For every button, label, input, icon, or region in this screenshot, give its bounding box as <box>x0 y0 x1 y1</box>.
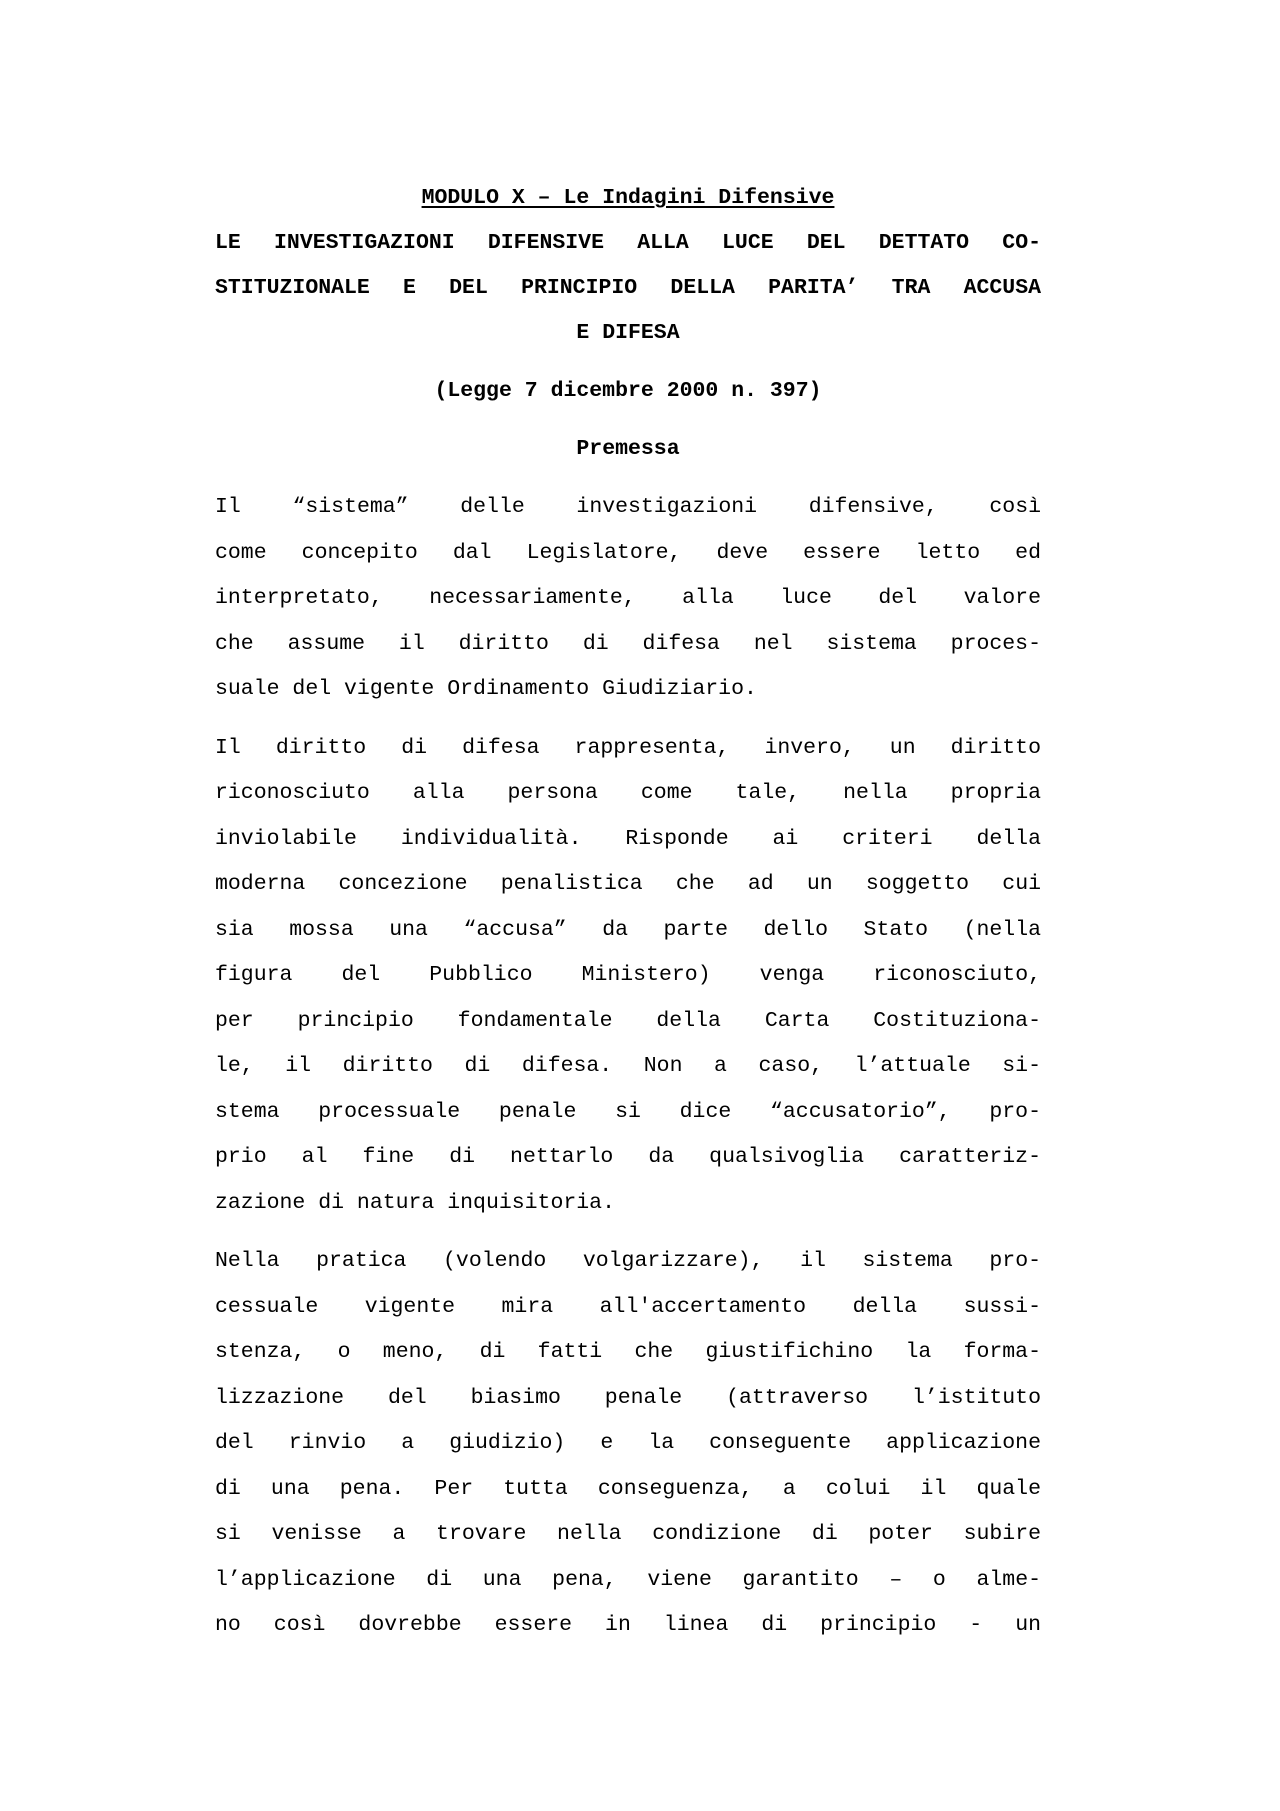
module-title-text: MODULO X – Le Indagini Difensive <box>421 186 835 210</box>
paragraph-line: si venisse a trovare nella condizione di poter subire <box>215 1522 1041 1546</box>
paragraph-line: che assume il diritto di difesa nel sistema proces- <box>215 631 1041 656</box>
main-title-line: E DIFESA <box>576 321 680 345</box>
paragraph-line: suale del vigente Ordinamento Giudiziario. <box>215 677 757 701</box>
paragraph-line: Nella pratica (volendo volgarizzare), il sistema pro- <box>215 1249 1041 1273</box>
paragraph-line: Il “sistema” delle investigazioni difensive, così <box>215 495 1041 519</box>
paragraph-line: di una pena. Per tutta conseguenza, a colui il quale <box>215 1476 1041 1501</box>
paragraph-line: no così dovrebbe essere in linea di principio - un <box>215 1613 1041 1637</box>
paragraph-line: zazione di natura inquisitoria. <box>215 1190 615 1215</box>
document-body <box>215 176 1041 1649</box>
section-title: Premessa <box>576 437 680 461</box>
paragraph-line: del rinvio a giudizio) e la conseguente applicazione <box>215 1431 1041 1455</box>
paragraph <box>215 1239 1041 1649</box>
paragraph-line: stenza, o meno, di fatti che giustifichino la forma- <box>215 1340 1041 1364</box>
paragraph-line: inviolabile individualità. Risponde ai criteri della <box>215 826 1041 851</box>
paragraph-line: figura del Pubblico Ministero) venga riconosciuto, <box>215 963 1041 987</box>
paragraph-line: l’applicazione di una pena, viene garantito – o alme- <box>215 1567 1041 1592</box>
paragraph-line: stema processuale penale si dice “accusatorio”, pro- <box>215 1099 1041 1124</box>
paragraph-line: cessuale vigente mira all'accertamento della sussi- <box>215 1294 1041 1319</box>
paragraph-line: prio al fine di nettarlo da qualsivoglia caratteriz- <box>215 1145 1041 1169</box>
main-title <box>215 221 1041 356</box>
paragraph-line: per principio fondamentale della Carta Costituziona- <box>215 1008 1041 1033</box>
paragraph-line: sia mossa una “accusa” da parte dello Stato (nella <box>215 917 1041 942</box>
paragraph-line: le, il diritto di difesa. Non a caso, l’attuale si- <box>215 1054 1041 1078</box>
paragraph-line: riconosciuto alla persona come tale, nella propria <box>215 781 1041 805</box>
paragraph-line: Il diritto di difesa rappresenta, invero, un diritto <box>215 735 1041 760</box>
paragraph-line: moderna concezione penalistica che ad un soggetto cui <box>215 872 1041 896</box>
paragraph-line: come concepito dal Legislatore, deve essere letto ed <box>215 540 1041 565</box>
paragraph-line: lizzazione del biasimo penale (attraverso l’istituto <box>215 1385 1041 1410</box>
paragraph-line: interpretato, necessariamente, alla luce del valore <box>215 586 1041 610</box>
paragraph <box>215 485 1041 713</box>
paragraph <box>215 726 1041 1227</box>
module-title <box>215 176 1041 221</box>
main-title-line: STITUZIONALE E DEL PRINCIPIO DELLA PARITA’ TRA ACCUSA <box>215 276 1041 300</box>
law-reference: (Legge 7 dicembre 2000 n. 397) <box>434 379 822 403</box>
main-title-line: LE INVESTIGAZIONI DIFENSIVE ALLA LUCE DEL DETTATO CO- <box>215 231 1041 255</box>
